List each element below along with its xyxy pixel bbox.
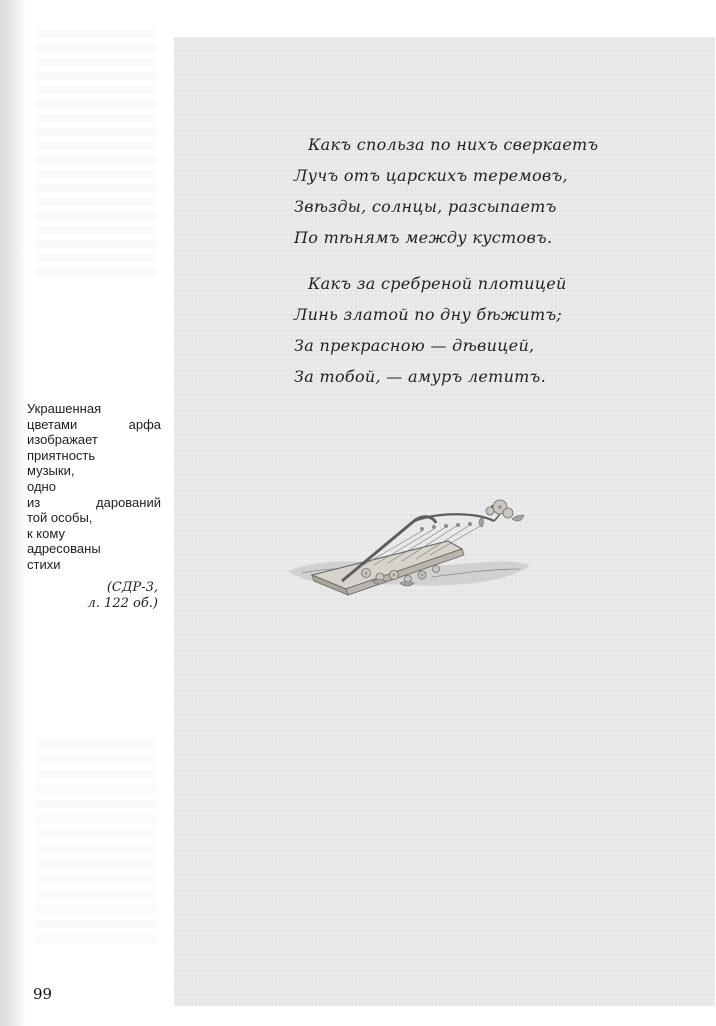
caption-line: адресованы: [27, 541, 101, 557]
verse-line: За прекрасною — дѣвицей,: [294, 336, 535, 355]
caption-line: к кому: [27, 525, 65, 541]
verse-line: Звѣзды, солнцы, разсыпаетъ: [294, 197, 557, 216]
page-gutter-shadow: [0, 0, 26, 1026]
caption-line: цветами арфа: [27, 416, 161, 432]
illustration-caption: [27, 401, 161, 573]
manuscript-page: [174, 37, 715, 1006]
source-reference-line: (СДР-3,: [106, 580, 158, 595]
verse-line: По тѣнямъ между кустовъ.: [294, 228, 553, 247]
caption-line: Украшенная: [27, 401, 102, 416]
source-reference-line: л. 122 об.): [87, 596, 158, 611]
bleed-through-text-bottom: [36, 740, 156, 945]
verse-line: Какъ за сребреной плотицей: [308, 274, 567, 293]
caption-line: изображает: [27, 432, 98, 448]
harp-with-flowers-icon: [282, 469, 534, 607]
caption-line: той особы,: [27, 510, 93, 526]
caption-line: приятность: [27, 447, 96, 463]
source-reference: [60, 580, 158, 612]
handwritten-verse: [294, 129, 694, 392]
bleed-through-text-top: [36, 30, 156, 280]
verse-line: За тобой, — амуръ летитъ.: [294, 367, 546, 386]
verse-line: Лучъ отъ царскихъ теремовъ,: [294, 166, 568, 185]
caption-line: из дарований: [27, 494, 161, 510]
caption-line: стихи: [27, 556, 61, 572]
page-number: 99: [33, 985, 53, 1003]
caption-line: одно: [27, 478, 56, 494]
verse-line: Какъ спольза по нихъ сверкаетъ: [308, 135, 599, 154]
verse-line: Линь златой по дну бѣжитъ;: [294, 305, 563, 324]
caption-line: музыки,: [27, 463, 75, 479]
